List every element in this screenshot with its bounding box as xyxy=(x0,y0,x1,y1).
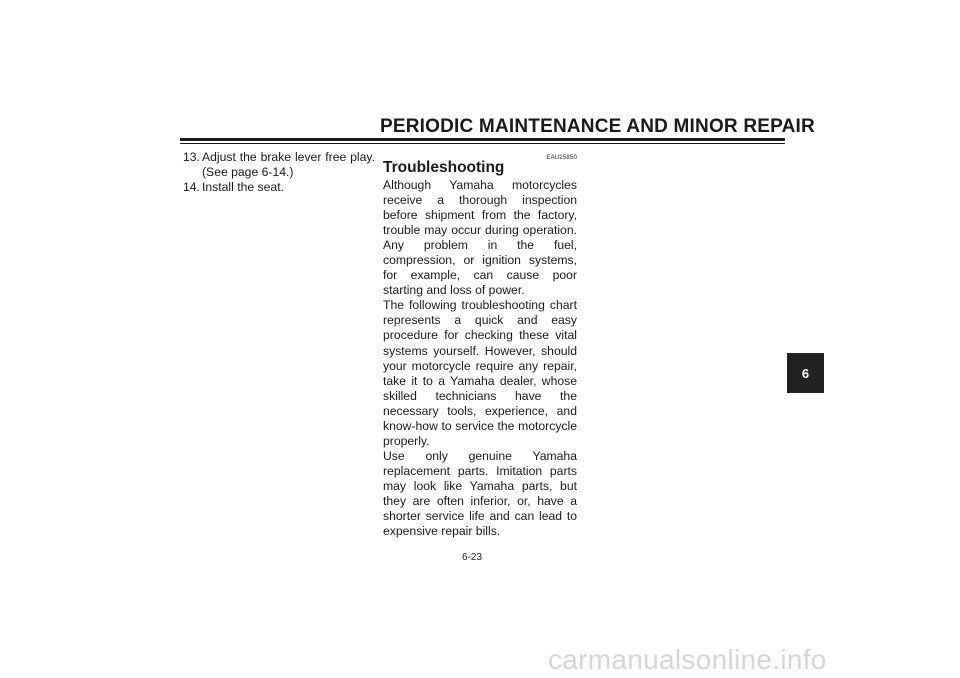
step-number: 14. xyxy=(183,180,200,194)
section-heading: Troubleshooting xyxy=(383,159,505,176)
body-paragraph: Use only genuine Yamaha replacement parts. Imitation parts may look like Yamaha parts, but they are often inferior, or, have a shorter service life and can lead to expensive repair bills. xyxy=(383,448,577,539)
body-paragraph: The following troubleshooting chart represents a quick and easy procedure for checking these vital systems yourself. However, should your motorcycle require any repair, take it to a Yamaha dealer, whose skilled technicians have the necessary tools, experience, and know-how to service the motorcycle properly. xyxy=(383,298,577,448)
step-item xyxy=(183,150,375,180)
page-number: 6-23 xyxy=(462,552,483,563)
watermark-text: carmanualsonline.info xyxy=(548,644,827,675)
maintenance-steps-list xyxy=(183,150,375,195)
chapter-tab-label: 6 xyxy=(801,365,810,381)
step-text: Adjust the brake lever free play. (See page 6-14.) xyxy=(202,150,375,179)
body-paragraph: Although Yamaha motorcycles receive a thorough inspection before shipment from the factory, trouble may occur during operation. Any problem in the fuel, compression, or ignition systems, for example, can cause poor starting and loss of power. xyxy=(383,178,577,298)
step-number: 13. xyxy=(183,150,200,164)
header-rule-thick xyxy=(180,138,785,141)
section-reference-code: EAU25850 xyxy=(546,155,577,161)
header-rule-thin xyxy=(180,143,785,144)
step-text: Install the seat. xyxy=(202,180,284,194)
troubleshooting-body xyxy=(383,178,577,539)
page-header-title: PERIODIC MAINTENANCE AND MINOR REPAIR xyxy=(380,116,815,137)
chapter-tab xyxy=(787,353,824,393)
step-item xyxy=(183,180,375,195)
